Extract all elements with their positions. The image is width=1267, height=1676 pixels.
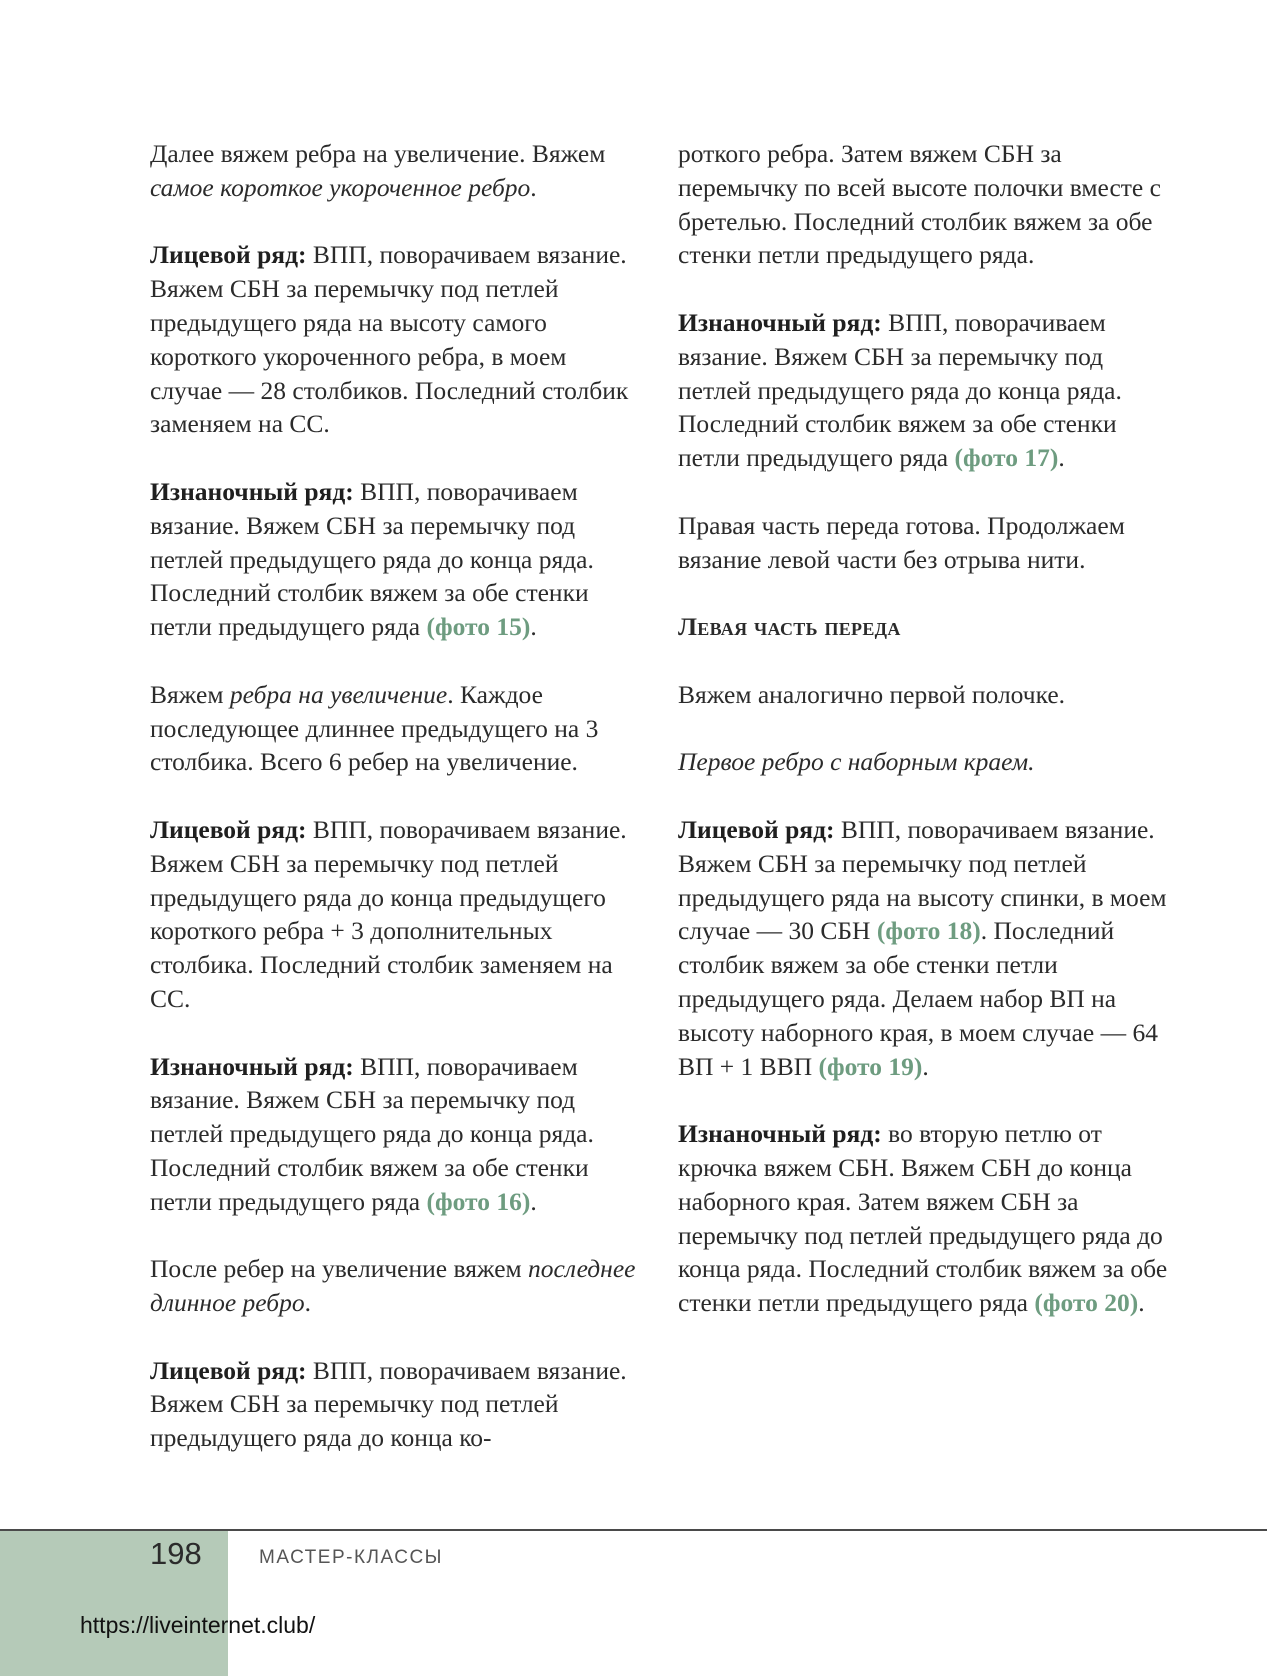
body-text: ВПП, поворачиваем вязание. Вяжем СБН за перемычку под петлей предыдущего ряда до конца ряда. Последний столбик вяжем за обе стенки петли предыдущего ряда [150,476,594,642]
body-text: ВПП, поворачиваем вязание. Вяжем СБН за перемычку под петлей предыдущего ряда до конца предыдущего короткого ребра + 3 дополнительных столбика. Последний столбик заменяем на СС. [150,814,627,1013]
page-number: 198 [150,1536,202,1571]
paragraph [678,745,1178,779]
body-text: . [530,172,537,202]
photo-reference: (фото 15) [426,612,531,642]
row-label: Лицевой ряд: [150,1355,307,1385]
paragraph [150,238,640,441]
body-text: Далее вяжем ребра на увеличение. Вяжем [150,139,606,168]
paragraph [678,1117,1178,1320]
paragraph [150,1354,640,1455]
paragraph [150,137,640,205]
section-heading [678,610,1178,644]
body-text: ВПП, поворачиваем вязание. Вяжем СБН за перемычку под петлей предыдущего ряда до конца ко- [150,1355,627,1453]
emphasis-text: самое короткое укороченное ребро [150,172,531,202]
row-label: Лицевой ряд: [150,240,307,270]
photo-reference: (фото 19) [818,1051,923,1081]
photo-reference: (фото 20) [1034,1288,1139,1318]
emphasis-text: последнее длинное ребро [150,1254,636,1318]
body-text: роткого ребра. Затем вяжем СБН за перемычку по всей высоте полочки вместе с бретелью. Последний столбик вяжем за обе стенки петли предыдущего ряда. [678,139,1161,270]
paragraph [150,813,640,1016]
right-column [678,137,1178,1354]
body-text: во вторую петлю от крючка вяжем СБН. Вяжем СБН до конца наборного края. Затем вяжем СБН за перемычку под петлей предыдущего ряда до конца ряда. Последний столбик вяжем за обе стенки петли предыдущего ряда [678,1119,1168,1318]
body-text: . Каждое последующее длиннее предыдущего на 3 столбика. Всего 6 ребер на увеличение. [150,679,599,777]
row-label: Лицевой ряд: [678,814,835,844]
paragraph [150,1050,640,1219]
body-text: . Последний столбик вяжем за обе стенки петли предыдущего ряда. Делаем набор ВП на высоту наборного края, в моем случае — 64 ВП + 1 ВВП [678,916,1159,1081]
body-text: . [1138,1288,1145,1318]
emphasis-text: ребра на увеличение [229,679,448,709]
paragraph [678,813,1178,1083]
row-label: Изнаночный ряд: [678,307,882,337]
body-text: . [530,612,537,642]
paragraph [678,678,1178,712]
body-text: ВПП, поворачиваем вязание. Вяжем СБН за перемычку под петлей предыдущего ряда на высоту самого короткого укороченного ребра, в моем случае — 28 столбиков. Последний столбик заменяем на СС. [150,240,629,439]
heading-text: Левая часть переда [678,612,901,642]
paragraph [150,1252,640,1320]
left-column [150,137,640,1489]
body-text: . [304,1288,311,1318]
section-title: МАСТЕР-КЛАССЫ [259,1547,444,1568]
photo-reference: (фото 18) [876,916,981,946]
body-text: ВПП, поворачиваем вязание. Вяжем СБН за перемычку под петлей предыдущего ряда до конца ряда. Последний столбик вяжем за обе стенки петли предыдущего ряда [150,1051,594,1216]
paragraph [678,509,1178,577]
body-text: Вяжем [150,679,230,709]
paragraph [150,475,640,644]
body-text: . [1058,443,1065,473]
row-label: Изнаночный ряд: [150,1051,354,1081]
body-text: После ребер на увеличение вяжем [150,1254,529,1284]
photo-reference: (фото 16) [426,1186,531,1216]
emphasis-text: Первое ребро с наборным краем. [678,747,1035,777]
body-text: Правая часть переда готова. Продолжаем вязание левой части без отрыва нити. [678,510,1125,574]
row-label: Лицевой ряд: [150,814,307,844]
paragraph [150,678,640,779]
body-text: . [530,1186,537,1216]
body-text: Вяжем аналогично первой полочке. [678,679,1066,709]
row-label: Изнаночный ряд: [150,476,354,506]
body-text: . [922,1051,929,1081]
photo-reference: (фото 17) [954,443,1059,473]
body-text: ВПП, поворачиваем вязание. Вяжем СБН за перемычку под петлей предыдущего ряда до конца ряда. Последний столбик вяжем за обе стенки петли предыдущего ряда [678,307,1122,473]
watermark-url: https://liveinternet.club/ [80,1612,316,1638]
body-text: ВПП, поворачиваем вязание. Вяжем СБН за перемычку под петлей предыдущего ряда на высоту спинки, в моем случае — 30 СБН [678,814,1167,946]
paragraph [678,306,1178,475]
row-label: Изнаночный ряд: [678,1119,882,1149]
paragraph [678,137,1178,272]
